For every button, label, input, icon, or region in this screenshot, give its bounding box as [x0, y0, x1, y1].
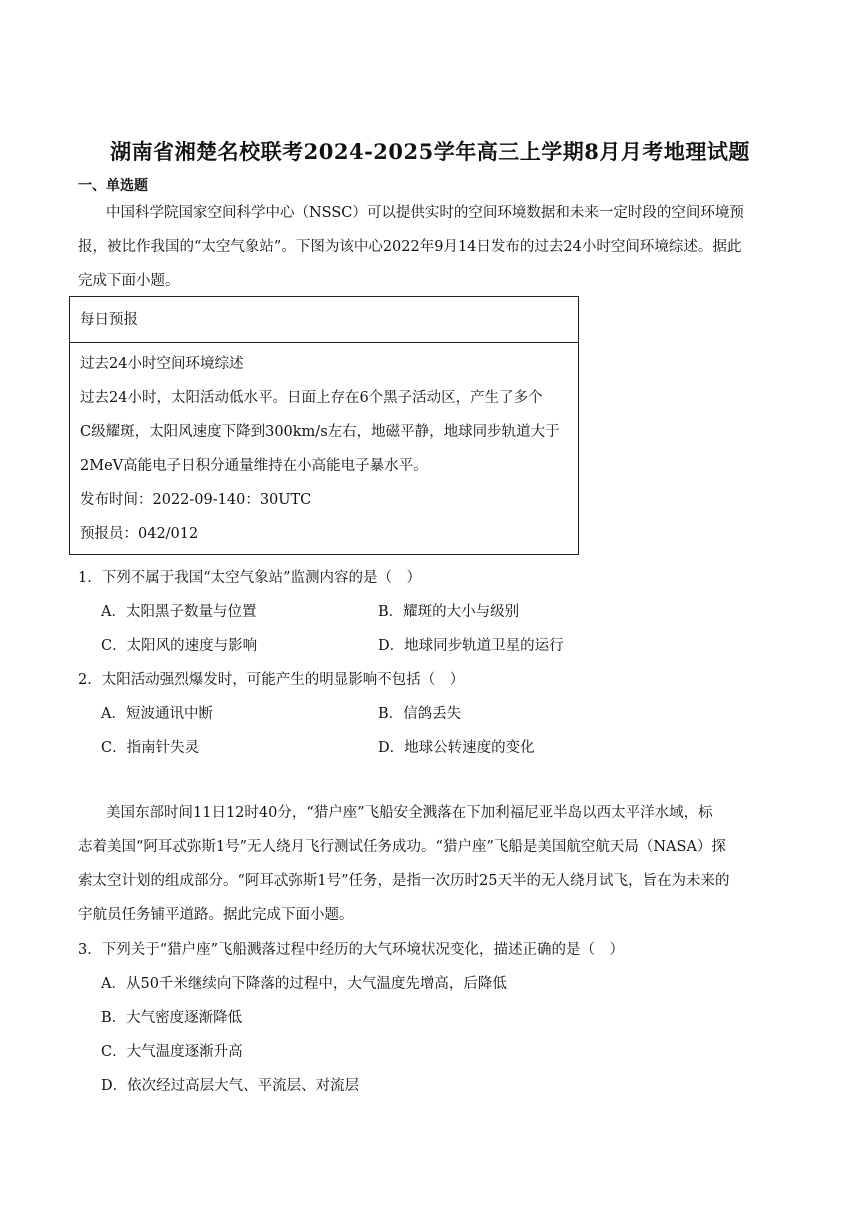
q3-option-a[interactable]: A．从50千米继续向下降落的过程中，大气温度先增高，后降低: [101, 976, 507, 992]
intro-paragraph-2: [78, 796, 782, 932]
q3-option-c[interactable]: C．大气温度逐渐升高: [101, 1044, 243, 1060]
q3-option-d[interactable]: D．依次经过高层大气、平流层、对流层: [101, 1078, 360, 1094]
q2-option-c[interactable]: C．指南针失灵: [101, 740, 200, 756]
daily-forecast-box: [69, 296, 579, 555]
intro2-line: 宇航员任务铺平道路。据此完成下面小题。: [78, 907, 354, 923]
question-1-stem: 1．下列不属于我国“太空气象站”监测内容的是（ ）: [78, 570, 422, 586]
intro1-line: 报，被比作我国的“太空气象站”。下图为该中心2022年9月14日发布的过去24小时空间环境综述。据此: [78, 239, 742, 255]
q1-option-d[interactable]: D．地球同步轨道卫星的运行: [378, 638, 564, 654]
forecast-box-header: 每日预报: [70, 297, 578, 343]
intro2-line: 美国东部时间11日12时40分，“猎户座”飞船安全溅落在下加利福尼亚半岛以西太平洋水域，标: [106, 805, 713, 821]
document-title: 湖南省湘楚名校联考2024-2025学年高三上学期8月月考地理试题: [110, 139, 750, 164]
q2-option-a[interactable]: A．短波通讯中断: [101, 706, 213, 722]
q2-option-d[interactable]: D．地球公转速度的变化: [378, 740, 535, 756]
forecast-line: 预报员：042/012: [80, 526, 199, 542]
q2-option-b[interactable]: B．信鸽丢失: [378, 706, 462, 722]
intro2-line: 志着美国“阿耳忒弥斯1号”无人绕月飞行测试任务成功。“猎户座”飞船是美国航空航天局（NASA）探: [78, 839, 726, 855]
intro1-line: 中国科学院国家空间科学中心（NSSC）可以提供实时的空间环境数据和未来一定时段的空间环境预: [106, 205, 744, 221]
question-2-stem: 2．太阳活动强烈爆发时，可能产生的明显影响不包括（ ）: [78, 672, 465, 688]
forecast-line: 过去24小时，太阳活动低水平。日面上存在6个黑子活动区，产生了多个: [80, 390, 543, 406]
forecast-line: 2MeV高能电子日积分通量维持在小高能电子暴水平。: [80, 458, 428, 474]
intro1-line: 完成下面小题。: [78, 273, 180, 289]
forecast-line: 过去24小时空间环境综述: [80, 356, 244, 372]
forecast-box-body: [70, 343, 578, 551]
intro-paragraph-1: [78, 196, 782, 298]
question-3-stem: 3．下列关于“猎户座”飞船溅落过程中经历的大气环境状况变化，描述正确的是（ ）: [78, 942, 625, 958]
intro2-line: 索太空计划的组成部分。“阿耳忒弥斯1号”任务，是指一次历时25天半的无人绕月试飞，旨在为未来的: [78, 873, 730, 889]
section-heading: 一、单选题: [78, 178, 148, 194]
q1-option-b[interactable]: B．耀斑的大小与级别: [378, 604, 520, 620]
q3-option-b[interactable]: B．大气密度逐渐降低: [101, 1010, 243, 1026]
q1-option-c[interactable]: C．太阳风的速度与影响: [101, 638, 258, 654]
q1-option-a[interactable]: A．太阳黑子数量与位置: [101, 604, 257, 620]
forecast-line: C级耀斑，太阳风速度下降到300km/s左右，地磁平静，地球同步轨道大于: [80, 424, 560, 440]
forecast-line: 发布时间：2022-09-140：30UTC: [80, 492, 312, 508]
